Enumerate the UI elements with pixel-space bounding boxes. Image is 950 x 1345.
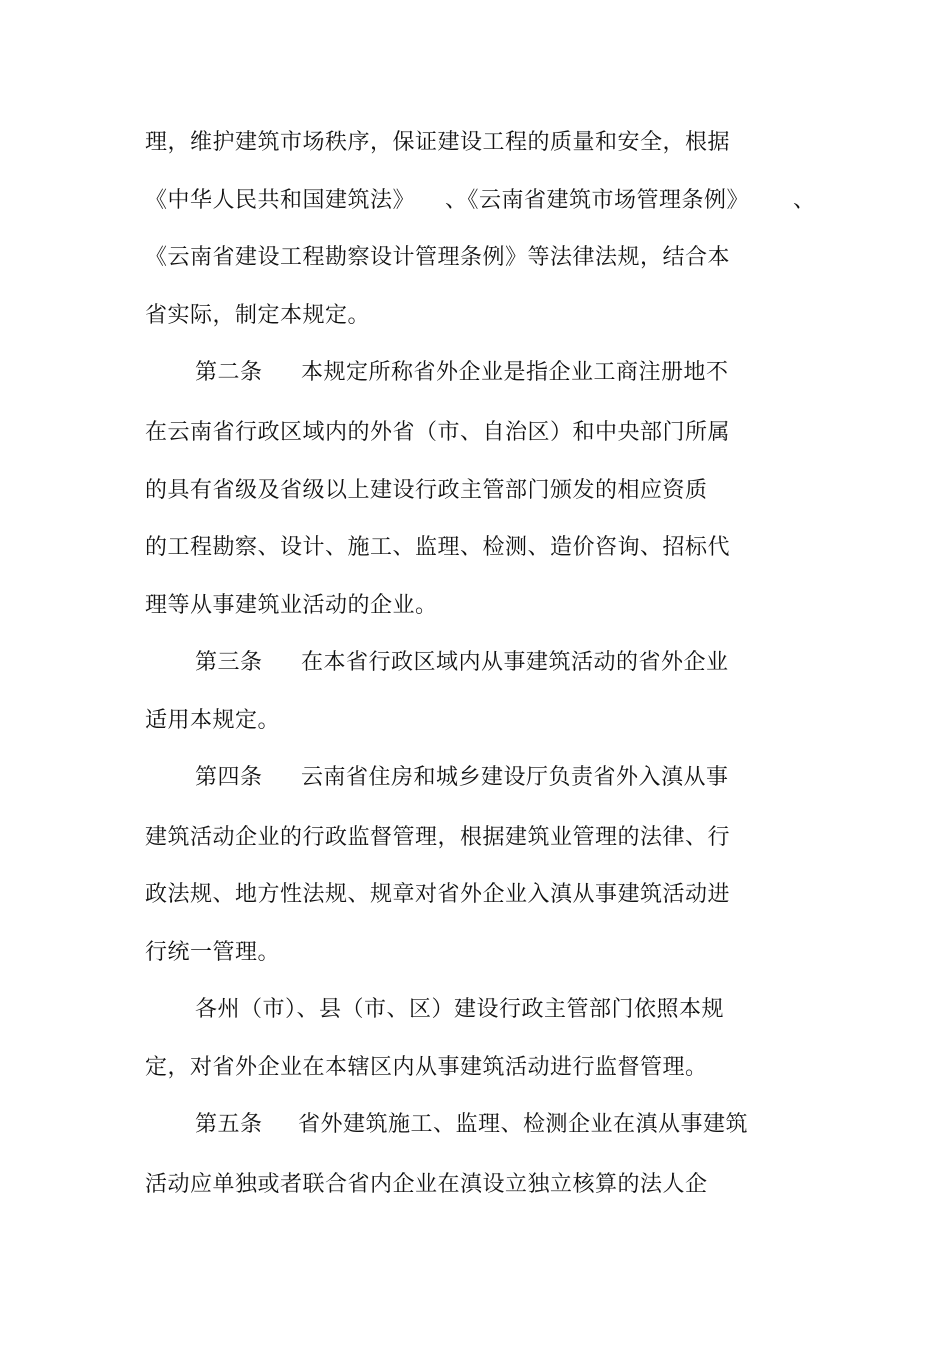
text-line-15 xyxy=(145,938,280,968)
line-text: 的具有省级及省级以上建设行政主管部门颁发的相应资质 xyxy=(145,478,708,503)
law-title-construction: 《中华人民共和国建筑法》 xyxy=(145,188,416,213)
line-text: 在云南省行政区域内的外省（市、自治区）和中央部门所属 xyxy=(145,420,731,445)
text-line-3 xyxy=(145,243,730,273)
line-text: 理等从事建筑业活动的企业。 xyxy=(145,593,438,618)
text-line-8 xyxy=(145,533,730,563)
text-line-16 xyxy=(195,995,724,1025)
line-text: 活动应单独或者联合省内企业在滇设立独立核算的法人企 xyxy=(145,1172,708,1197)
article-4-heading-line xyxy=(195,763,755,793)
article-2-text: 本规定所称省外企业是指企业工商注册地不 xyxy=(301,360,729,385)
text-line-1 xyxy=(145,128,730,158)
article-2-label: 第二条 xyxy=(195,360,263,385)
line-text: 政法规、地方性法规、规章对省外企业入滇从事建筑活动进 xyxy=(145,882,731,907)
line-text: 各州（市）、县（市、区）建设行政主管部门依照本规 xyxy=(195,997,725,1022)
line-text: 的工程勘察、设计、施工、监理、检测、造价咨询、招标代 xyxy=(145,535,731,560)
article-5-label: 第五条 xyxy=(195,1112,263,1137)
article-5-heading-line xyxy=(195,1110,775,1140)
text-line-17 xyxy=(145,1053,708,1083)
article-5-text: 省外建筑施工、监理、检测企业在滇从事建筑 xyxy=(298,1112,749,1137)
text-line-13 xyxy=(145,823,730,853)
line-text: 省实际，制定本规定。 xyxy=(145,303,371,328)
line-text: 建筑活动企业的行政监督管理，根据建筑业管理的法律、行 xyxy=(145,825,731,850)
separator-mark: 、 xyxy=(793,188,816,213)
text-line-9 xyxy=(145,591,438,621)
article-3-text: 在本省行政区域内从事建筑活动的省外企业 xyxy=(301,650,729,675)
text-line-7 xyxy=(145,476,708,506)
text-line-4 xyxy=(145,301,370,331)
article-4-label: 第四条 xyxy=(195,765,263,790)
line-text: 《云南省建设工程勘察设计管理条例》等法律法规，结合本 xyxy=(145,245,731,270)
article-3-label: 第三条 xyxy=(195,650,263,675)
line-text: 定，对省外企业在本辖区内从事建筑活动进行监督管理。 xyxy=(145,1055,708,1080)
line-text: 行统一管理。 xyxy=(145,940,281,965)
line-text: 理，维护建筑市场秩序，保证建设工程的质量和安全，根据 xyxy=(145,130,731,155)
article-4-text: 云南省住房和城乡建设厅负责省外入滇从事 xyxy=(301,765,729,790)
text-line-6 xyxy=(145,418,730,448)
text-line-19 xyxy=(145,1170,708,1200)
text-line-11 xyxy=(145,706,280,736)
line-text: 适用本规定。 xyxy=(145,708,281,733)
text-line-14 xyxy=(145,880,730,910)
article-3-heading-line xyxy=(195,648,755,678)
article-2-heading-line xyxy=(195,358,755,388)
text-line-2 xyxy=(145,186,825,216)
law-title-market: 、《云南省建筑市场管理条例》 xyxy=(445,188,750,213)
